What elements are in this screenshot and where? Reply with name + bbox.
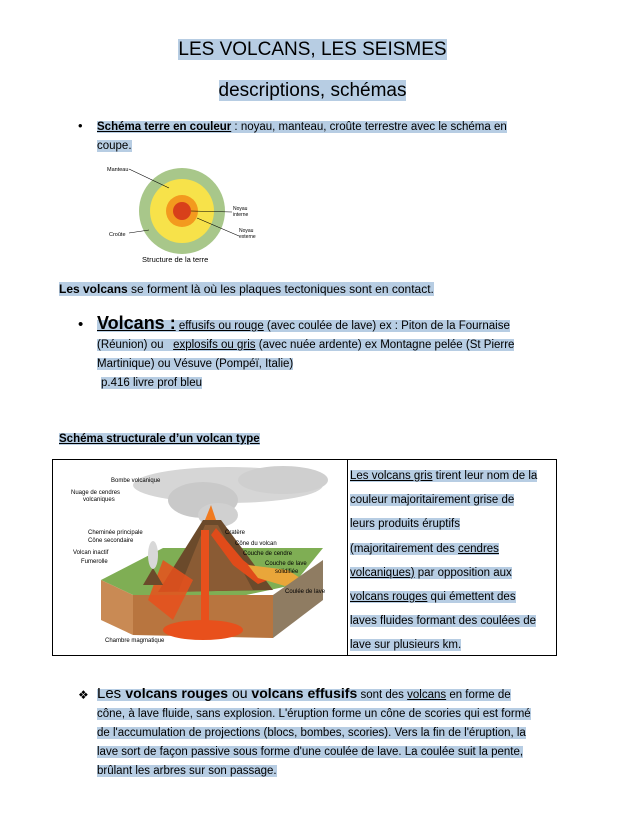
svg-text:Fumerolle: Fumerolle	[81, 559, 108, 565]
section-title: Schéma structurale d’un volcan type	[59, 433, 260, 445]
svg-text:Chambre magmatique: Chambre magmatique	[105, 638, 165, 644]
svg-text:Cheminée principale: Cheminée principale	[88, 530, 143, 536]
label-croute: Croûte	[109, 232, 126, 238]
bullet-marker: •	[78, 316, 84, 333]
label-manteau: Manteau	[107, 167, 129, 173]
bullet-effusive-volcanoes: Les volcans rouges ou volcans effusifs sont des volcans en forme de cône, à lave fluide, sans explosion. L'éruption forme un cône de scories qui est formé de l'accumulation de projections (blocs, bombes, scories). Vers la fin de l'éruption, la lave sort de façon passive sous forme d'une coulée de lave. La coulée suit la pente, brûlant les arbres sur son passage.	[97, 685, 531, 777]
plates-paragraph: Les volcans se forment là où les plaques tectoniques sont en contact.	[59, 282, 434, 296]
svg-text:Cône secondaire: Cône secondaire	[88, 538, 134, 544]
svg-text:interne: interne	[233, 212, 249, 218]
svg-text:Couche de lave: Couche de lave	[265, 561, 307, 567]
svg-text:Volcan inactif: Volcan inactif	[73, 550, 109, 556]
svg-text:Noyau: Noyau	[239, 228, 254, 234]
bullet-volcan-types: Volcans : effusifs ou rouge (avec coulée de lave) ex : Piton de la Fournaise (Réunion) ou explosifs ou gris (avec nuée ardente) ex Montagne pelée (St Pierre Martinique) ou Vésuve (Pompéï, Italie) p.416 livre prof bleu	[97, 313, 515, 389]
volcano-text-cell: Les volcans gris tirent leur nom de la couleur majoritairement grise de leurs produits éruptifs (majoritairement des cendres volcaniques) par opposition aux volcans rouges qui émettent des laves fluides formant des coulées de lave sur plusieurs km.	[346, 459, 557, 656]
bullet-earth-schema: Schéma terre en couleur : noyau, manteau, croûte terrestre avec le schéma en coupe.	[97, 121, 507, 152]
bullet-marker: •	[78, 118, 83, 133]
svg-text:Couche de cendre: Couche de cendre	[243, 551, 293, 557]
svg-text:Cratère: Cratère	[225, 530, 246, 536]
page-subtitle: descriptions, schémas	[218, 80, 407, 101]
svg-text:volcaniques: volcaniques	[83, 497, 115, 503]
svg-text:Coulée de lave: Coulée de lave	[285, 589, 326, 595]
svg-text:externe: externe	[239, 234, 256, 240]
svg-text:Noyau: Noyau	[233, 206, 248, 212]
earth-structure-diagram	[99, 158, 264, 268]
page-title: LES VOLCANS, LES SEISMES	[178, 39, 447, 60]
earth-caption: Structure de la terre	[142, 255, 209, 264]
earth-inner-core	[173, 202, 191, 220]
svg-text:solidifiée: solidifiée	[275, 569, 299, 575]
volcano-diagram-cell	[52, 459, 348, 656]
svg-text:Cône du volcan: Cône du volcan	[235, 541, 277, 547]
diamond-bullet-icon: ❖	[78, 688, 89, 702]
svg-text:Bombe volcanique: Bombe volcanique	[111, 478, 161, 484]
svg-text:Nuage de cendres: Nuage de cendres	[71, 490, 121, 496]
